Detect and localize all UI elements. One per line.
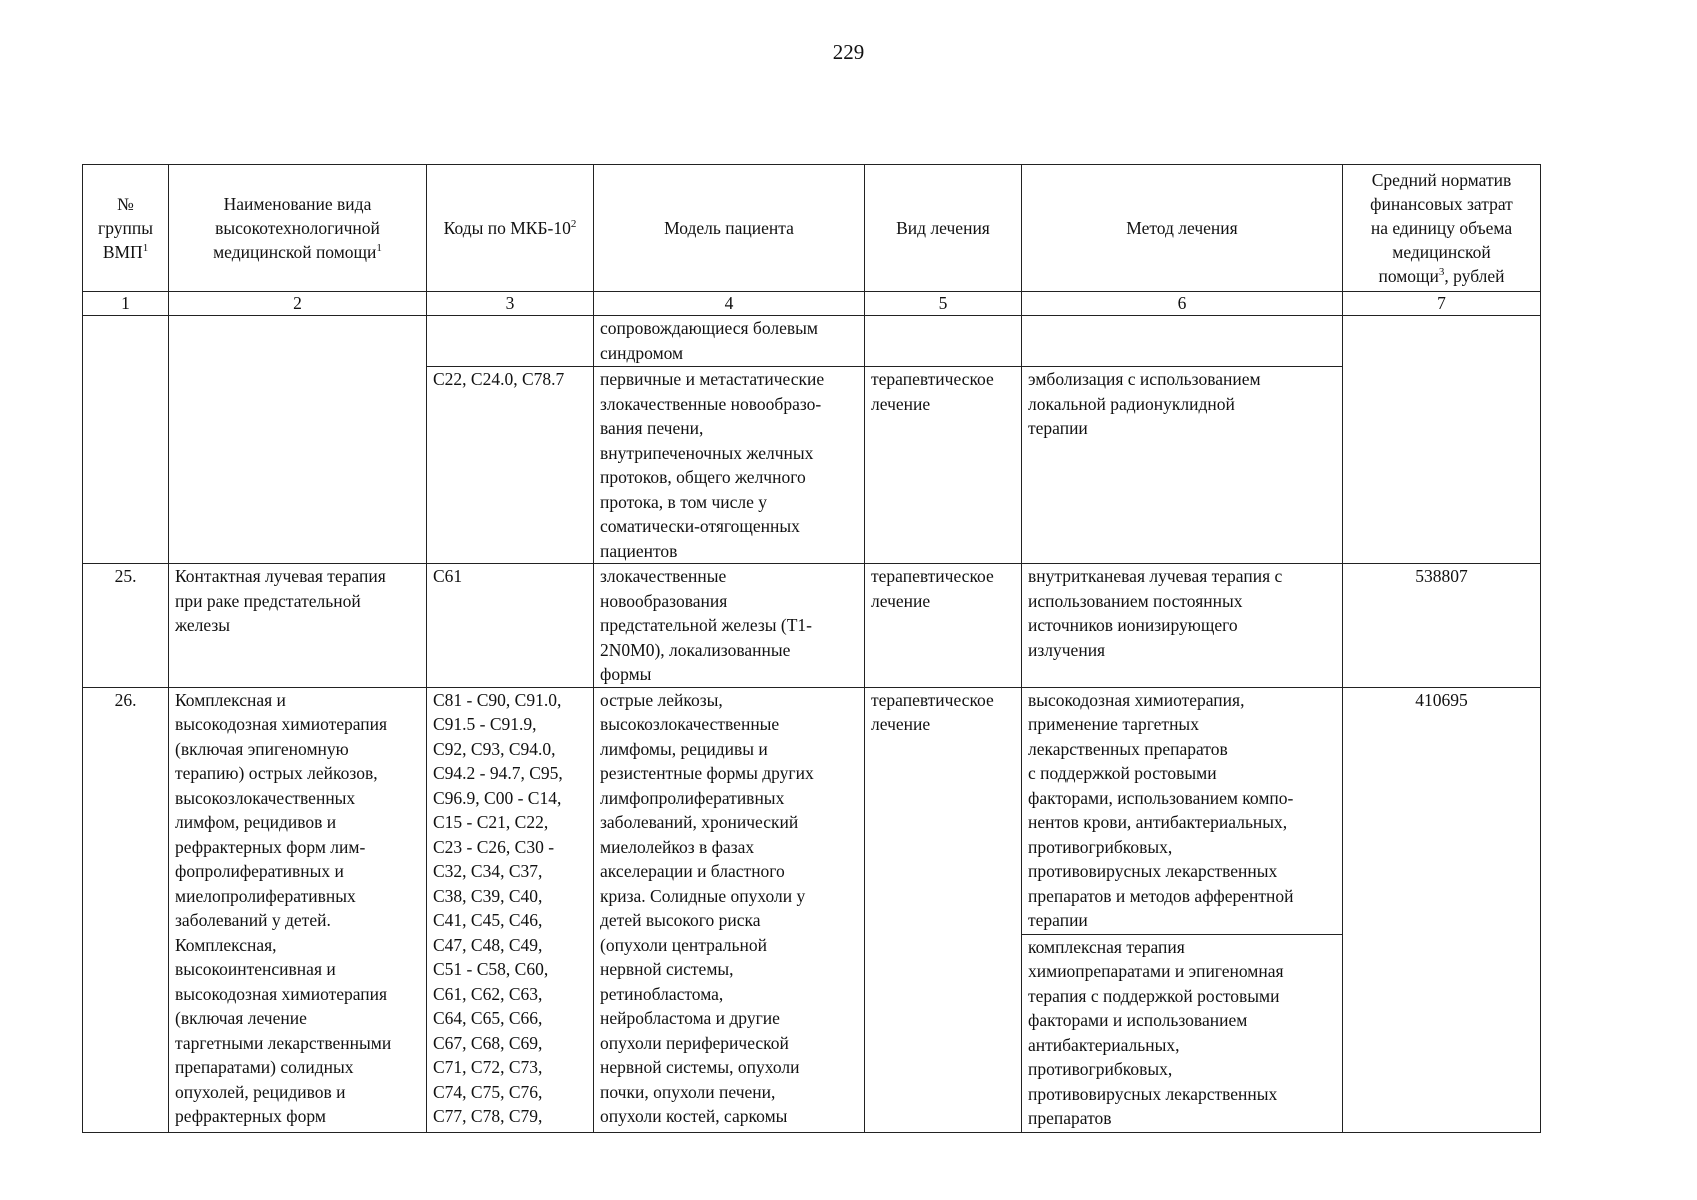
column-number: 7: [1343, 292, 1541, 316]
column-number: 3: [427, 292, 594, 316]
vmp-table: [82, 164, 1541, 1133]
cell-treatment-type: терапевтическое лечение: [865, 367, 1022, 564]
cell-group-number: [83, 316, 169, 564]
header-treatment-method: Метод лечения: [1022, 165, 1343, 292]
header-cost-norm: Средний норматив финансовых затрат на единицу объема медицинской помощи$^3$, рублей: [1343, 165, 1541, 292]
page-number: 229: [832, 40, 865, 64]
cell-cost-norm: 538807: [1343, 564, 1541, 688]
cell-patient-model: сопровождающиеся болевым синдромом: [594, 316, 865, 367]
cell-treatment-method: внутритканевая лучевая терапия с использованием постоянных источников ионизирующего излучения: [1022, 564, 1343, 688]
table-row: [83, 564, 1541, 688]
cell-treatment-method: эмболизация с использованием локальной радионуклидной терапии: [1022, 367, 1343, 564]
cell-treatment-method: комплексная терапия химиопрепаратами и эпигеномная терапия с поддержкой ростовыми факторами и использованием антибактериальных, противогрибковых, противовирусных лекарственных препаратов: [1022, 934, 1343, 1132]
cell-group-number: 26.: [83, 687, 169, 1132]
header-treatment-type: Вид лечения: [865, 165, 1022, 292]
cell-care-type: Контактная лучевая терапия при раке предстательной железы: [169, 564, 427, 688]
cell-patient-model: злокачественные новообразования предстательной железы (T1- 2N0M0), локализованные формы: [594, 564, 865, 688]
cell-treatment-type: терапевтическое лечение: [865, 564, 1022, 688]
cell-care-type: Комплексная и высокодозная химиотерапия (включая эпигеномную терапию) острых лейкозов, высокозлокачественных лимфом, рецидивов и рефрактерных форм лим- фопролиферативных и миелопролиферативных заболеваний у детей. Комплексная, высокоинтенсивная и высокодозная химиотерапия (включая лечение таргетными лекарственными препаратами) солидных опухолей, рецидивов и рефрактерных форм: [169, 687, 427, 1132]
cell-icd-codes: [427, 316, 594, 367]
cell-cost-norm: 410695: [1343, 687, 1541, 1132]
cell-group-number: 25.: [83, 564, 169, 688]
column-number-row: [83, 292, 1541, 316]
cell-patient-model: первичные и метастатические злокачественные новообразо- вания печени, внутрипеченочных желчных протоков, общего желчного протока, в том числе у соматически-отягощенных пациентов: [594, 367, 865, 564]
cell-cost-norm: [1343, 316, 1541, 564]
column-number: 6: [1022, 292, 1343, 316]
column-number: 4: [594, 292, 865, 316]
header-group-number: № группы ВМП$^1$: [83, 165, 169, 292]
table-row: [83, 687, 1541, 934]
cell-icd-codes: C81 - C90, C91.0, C91.5 - C91.9, C92, C93, C94.0, C94.2 - 94.7, C95, C96.9, C00 - C14, C15 - C21, C22, C23 - C26, C30 - C32, C34, C37, C38, C39, C40, C41, C45, C46, C47, C48, C49, C51 - C58, C60, C61, C62, C63, C64, C65, C66, C67, C68, C69, C71, C72, C73, C74, C75, C76, C77, C78, C79,: [427, 687, 594, 1132]
cell-care-type: [169, 316, 427, 564]
header-patient-model: Модель пациента: [594, 165, 865, 292]
cell-treatment-type: [865, 316, 1022, 367]
cell-icd-codes: C61: [427, 564, 594, 688]
cell-treatment-method: [1022, 316, 1343, 367]
cell-patient-model: острые лейкозы, высокозлокачественные лимфомы, рецидивы и резистентные формы других лимфопролиферативных заболеваний, хронический миелолейкоз в фазах акселерации и бластного криза. Солидные опухоли у детей высокого риска (опухоли центральной нервной системы, ретинобластома, нейробластома и другие опухоли периферической нервной системы, опухоли почки, опухоли печени, опухоли костей, саркомы: [594, 687, 865, 1132]
column-number: 1: [83, 292, 169, 316]
header-care-type: Наименование вида высокотехнологичной медицинской помощи$^1$: [169, 165, 427, 292]
column-number: 5: [865, 292, 1022, 316]
header-icd-codes: Коды по МКБ-$10^2$: [427, 165, 594, 292]
cell-treatment-method: высокодозная химиотерапия, применение таргетных лекарственных препаратов с поддержкой ростовыми факторами, использованием компо- нентов крови, антибактериальных, противогрибковых, противовирусных лекарственных препаратов и методов афферентной терапии: [1022, 687, 1343, 934]
cell-icd-codes: C22, C24.0, C78.7: [427, 367, 594, 564]
cell-treatment-type: терапевтическое лечение: [865, 687, 1022, 1132]
table-row: [83, 316, 1541, 367]
column-number: 2: [169, 292, 427, 316]
header-row: [83, 165, 1541, 292]
